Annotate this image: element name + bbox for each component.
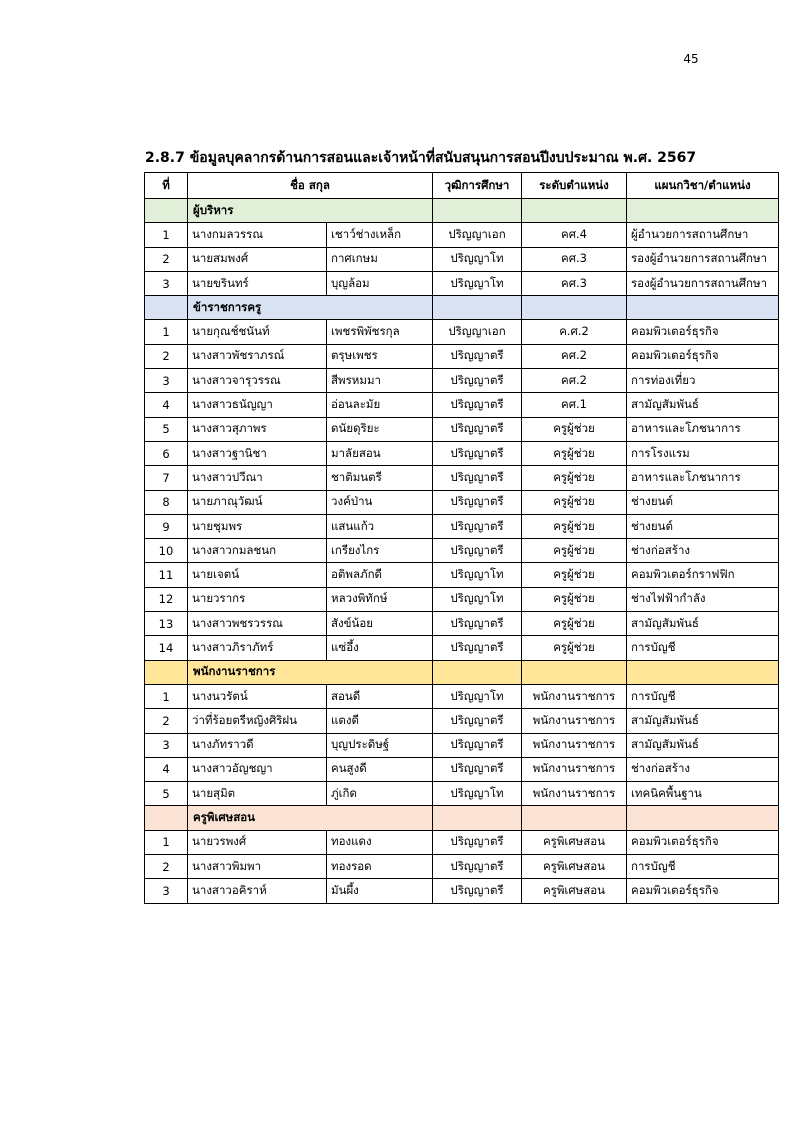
person-surname: ตรุษเพชร — [327, 344, 433, 368]
person-department: อาหารและโภชนาการ — [627, 466, 779, 490]
person-surname: คนสูงดี — [327, 757, 433, 781]
table-row — [145, 344, 779, 368]
section-empty-cell — [522, 660, 627, 684]
person-level: ครูผู้ช่วย — [522, 514, 627, 538]
row-number: 2 — [145, 709, 188, 733]
person-department: การบัญชี — [627, 684, 779, 708]
table-row — [145, 441, 779, 465]
person-name: นางภัทราวดี — [188, 733, 327, 757]
person-department: ช่างยนต์ — [627, 514, 779, 538]
section-empty-cell — [627, 199, 779, 223]
table-row — [145, 393, 779, 417]
person-name: นางสาวพัชราภรณ์ — [188, 344, 327, 368]
person-name: นายสมพงศ์ — [188, 247, 327, 271]
person-degree: ปริญญาตรี — [433, 855, 522, 879]
person-surname: สอนดี — [327, 684, 433, 708]
person-name: นางสาวภิราภัทร์ — [188, 636, 327, 660]
person-degree: ปริญญาตรี — [433, 490, 522, 514]
person-department: ช่างก่อสร้าง — [627, 539, 779, 563]
person-degree: ปริญญาเอก — [433, 320, 522, 344]
person-department: เทคนิคพื้นฐาน — [627, 782, 779, 806]
section-title: พนักงานราชการ — [188, 660, 433, 684]
section-title: ผู้บริหาร — [188, 199, 433, 223]
person-name: นางกมลวรรณ — [188, 223, 327, 247]
section-empty-cell — [627, 660, 779, 684]
section-header-row — [145, 296, 779, 320]
person-level: คศ.4 — [522, 223, 627, 247]
section-header-row — [145, 199, 779, 223]
person-level: ครูผู้ช่วย — [522, 539, 627, 563]
row-number: 5 — [145, 417, 188, 441]
person-level: คศ.2 — [522, 344, 627, 368]
person-surname: ชาติมนตรี — [327, 466, 433, 490]
person-department: สามัญสัมพันธ์ — [627, 393, 779, 417]
person-degree: ปริญญาตรี — [433, 369, 522, 393]
person-department: รองผู้อำนวยการสถานศึกษา — [627, 247, 779, 271]
person-level: คศ.1 — [522, 393, 627, 417]
person-surname: หลวงพิทักษ์ — [327, 587, 433, 611]
table-row — [145, 369, 779, 393]
person-level: ครูพิเศษสอน — [522, 879, 627, 903]
person-surname: ทองรอด — [327, 855, 433, 879]
person-level: คศ.3 — [522, 247, 627, 271]
person-level: ครูผู้ช่วย — [522, 490, 627, 514]
section-empty-cell — [522, 806, 627, 830]
person-level: พนักงานราชการ — [522, 684, 627, 708]
person-level: พนักงานราชการ — [522, 733, 627, 757]
table-row — [145, 563, 779, 587]
person-degree: ปริญญาตรี — [433, 636, 522, 660]
table-row — [145, 612, 779, 636]
header-no: ที่ — [145, 173, 188, 199]
person-name: นางสาวฐานิชา — [188, 441, 327, 465]
person-department: การท่องเที่ยว — [627, 369, 779, 393]
section-empty-cell — [145, 806, 188, 830]
row-number: 13 — [145, 612, 188, 636]
person-department: สามัญสัมพันธ์ — [627, 709, 779, 733]
person-surname: เพชรพิพัชรกุล — [327, 320, 433, 344]
table-row — [145, 855, 779, 879]
person-department: คอมพิวเตอร์ธุรกิจ — [627, 830, 779, 854]
section-title: ข้าราชการครู — [188, 296, 433, 320]
header-department: แผนกวิชา/ตำแหน่ง — [627, 173, 779, 199]
row-number: 8 — [145, 490, 188, 514]
person-department: คอมพิวเตอร์กราฟฟิก — [627, 563, 779, 587]
person-surname: เกรียงไกร — [327, 539, 433, 563]
section-empty-cell — [627, 296, 779, 320]
person-level: ครูผู้ช่วย — [522, 612, 627, 636]
person-name: นางสาวจารุวรรณ — [188, 369, 327, 393]
person-level: ครูพิเศษสอน — [522, 855, 627, 879]
row-number: 2 — [145, 344, 188, 368]
person-name: นายวรพงศ์ — [188, 830, 327, 854]
person-level: พนักงานราชการ — [522, 782, 627, 806]
row-number: 3 — [145, 271, 188, 295]
table-row — [145, 684, 779, 708]
person-degree: ปริญญาตรี — [433, 612, 522, 636]
person-degree: ปริญญาตรี — [433, 709, 522, 733]
person-name: นายวรากร — [188, 587, 327, 611]
section-empty-cell — [433, 660, 522, 684]
person-name: นางนวรัตน์ — [188, 684, 327, 708]
person-degree: ปริญญาโท — [433, 563, 522, 587]
table-header-row — [145, 173, 779, 199]
header-level: ระดับตำแหน่ง — [522, 173, 627, 199]
person-department: คอมพิวเตอร์ธุรกิจ — [627, 320, 779, 344]
person-degree: ปริญญาตรี — [433, 393, 522, 417]
person-name: นางสาวปวีณา — [188, 466, 327, 490]
table-row — [145, 271, 779, 295]
section-header-row — [145, 806, 779, 830]
table-row — [145, 587, 779, 611]
person-department: ช่างไฟฟ้ากำลัง — [627, 587, 779, 611]
person-degree: ปริญญาโท — [433, 247, 522, 271]
person-surname: แตงดี — [327, 709, 433, 733]
person-level: ครูผู้ช่วย — [522, 417, 627, 441]
person-surname: ภู่เกิด — [327, 782, 433, 806]
person-department: การบัญชี — [627, 855, 779, 879]
row-number: 3 — [145, 879, 188, 903]
row-number: 14 — [145, 636, 188, 660]
person-degree: ปริญญาตรี — [433, 514, 522, 538]
table-row — [145, 733, 779, 757]
table-row — [145, 514, 779, 538]
person-surname: ทองแดง — [327, 830, 433, 854]
row-number: 1 — [145, 684, 188, 708]
person-level: ครูผู้ช่วย — [522, 441, 627, 465]
row-number: 3 — [145, 733, 188, 757]
table-row — [145, 223, 779, 247]
person-level: คศ.3 — [522, 271, 627, 295]
person-level: ครูผู้ช่วย — [522, 466, 627, 490]
person-name: ว่าที่ร้อยตรีหญิงศิริฝน — [188, 709, 327, 733]
table-row — [145, 466, 779, 490]
person-surname: สังข์น้อย — [327, 612, 433, 636]
person-name: นางสาวธนัญญา — [188, 393, 327, 417]
person-degree: ปริญญาตรี — [433, 417, 522, 441]
row-number: 9 — [145, 514, 188, 538]
row-number: 6 — [145, 441, 188, 465]
section-header-row — [145, 660, 779, 684]
staff-table — [144, 172, 779, 904]
table-row — [145, 490, 779, 514]
table-row — [145, 539, 779, 563]
table-row — [145, 830, 779, 854]
header-degree: วุฒิการศึกษา — [433, 173, 522, 199]
person-name: นางสาวพิมพา — [188, 855, 327, 879]
row-number: 2 — [145, 247, 188, 271]
person-name: นางสาวอคิราห์ — [188, 879, 327, 903]
person-level: คศ.2 — [522, 369, 627, 393]
person-level: ครูผู้ช่วย — [522, 563, 627, 587]
table-row — [145, 417, 779, 441]
person-department: การบัญชี — [627, 636, 779, 660]
table-row — [145, 247, 779, 271]
person-degree: ปริญญาตรี — [433, 344, 522, 368]
section-empty-cell — [145, 660, 188, 684]
section-empty-cell — [627, 806, 779, 830]
person-department: คอมพิวเตอร์ธุรกิจ — [627, 879, 779, 903]
section-empty-cell — [433, 296, 522, 320]
person-surname: อติพลภักดี — [327, 563, 433, 587]
section-empty-cell — [145, 199, 188, 223]
person-degree: ปริญญาตรี — [433, 539, 522, 563]
page-number: 45 — [683, 52, 699, 66]
person-degree: ปริญญาโท — [433, 782, 522, 806]
row-number: 3 — [145, 369, 188, 393]
person-name: นายภาณุวัฒน์ — [188, 490, 327, 514]
section-title: ครูพิเศษสอน — [188, 806, 433, 830]
person-name: นายสุมิต — [188, 782, 327, 806]
person-surname: แสนแก้ว — [327, 514, 433, 538]
row-number: 7 — [145, 466, 188, 490]
person-degree: ปริญญาตรี — [433, 441, 522, 465]
person-surname: ดนัยดุริยะ — [327, 417, 433, 441]
person-department: ผู้อำนวยการสถานศึกษา — [627, 223, 779, 247]
person-surname: มันผึ้ง — [327, 879, 433, 903]
person-name: นางสาวกมลชนก — [188, 539, 327, 563]
person-level: ครูพิเศษสอน — [522, 830, 627, 854]
person-degree: ปริญญาโท — [433, 684, 522, 708]
person-name: นายขรินทร์ — [188, 271, 327, 295]
person-department: คอมพิวเตอร์ธุรกิจ — [627, 344, 779, 368]
person-surname: อ่อนละมัย — [327, 393, 433, 417]
table-row — [145, 320, 779, 344]
table-body — [145, 199, 779, 904]
person-department: อาหารและโภชนาการ — [627, 417, 779, 441]
person-department: การโรงแรม — [627, 441, 779, 465]
person-degree: ปริญญาโท — [433, 271, 522, 295]
row-number: 1 — [145, 830, 188, 854]
person-degree: ปริญญาเอก — [433, 223, 522, 247]
person-surname: สีพรหมมา — [327, 369, 433, 393]
table-row — [145, 782, 779, 806]
table-row — [145, 757, 779, 781]
row-number: 1 — [145, 223, 188, 247]
person-surname: กาศเกษม — [327, 247, 433, 271]
person-level: ครูผู้ช่วย — [522, 587, 627, 611]
row-number: 2 — [145, 855, 188, 879]
table-row — [145, 709, 779, 733]
person-department: ช่างยนต์ — [627, 490, 779, 514]
header-name: ชื่อ สกุล — [188, 173, 433, 199]
person-level: ครูผู้ช่วย — [522, 636, 627, 660]
row-number: 5 — [145, 782, 188, 806]
person-surname: วงค์ป่าน — [327, 490, 433, 514]
person-department: รองผู้อำนวยการสถานศึกษา — [627, 271, 779, 295]
row-number: 1 — [145, 320, 188, 344]
section-empty-cell — [522, 296, 627, 320]
person-degree: ปริญญาตรี — [433, 879, 522, 903]
person-surname: บุญล้อม — [327, 271, 433, 295]
person-surname: แซ่อึ้ง — [327, 636, 433, 660]
person-level: พนักงานราชการ — [522, 757, 627, 781]
section-empty-cell — [522, 199, 627, 223]
person-level: ค.ศ.2 — [522, 320, 627, 344]
row-number: 4 — [145, 393, 188, 417]
person-department: ช่างก่อสร้าง — [627, 757, 779, 781]
table-title: 2.8.7 ข้อมูลบุคลากรด้านการสอนและเจ้าหน้าที่สนับสนุนการสอนปีงบประมาณ พ.ศ. 2567 — [145, 150, 697, 166]
person-degree: ปริญญาโท — [433, 587, 522, 611]
person-surname: เชาว์ช่างเหล็ก — [327, 223, 433, 247]
person-department: สามัญสัมพันธ์ — [627, 612, 779, 636]
person-degree: ปริญญาตรี — [433, 757, 522, 781]
person-name: นางสาวอัญชญา — [188, 757, 327, 781]
section-empty-cell — [433, 806, 522, 830]
person-department: สามัญสัมพันธ์ — [627, 733, 779, 757]
row-number: 10 — [145, 539, 188, 563]
table-row — [145, 636, 779, 660]
person-name: นางสาวสุภาพร — [188, 417, 327, 441]
person-name: นายกุณช์ชนันท์ — [188, 320, 327, 344]
row-number: 12 — [145, 587, 188, 611]
person-name: นางสาวพชรวรรณ — [188, 612, 327, 636]
row-number: 11 — [145, 563, 188, 587]
person-surname: บุญประดิษฐ์ — [327, 733, 433, 757]
section-empty-cell — [145, 296, 188, 320]
person-surname: มาลัยสอน — [327, 441, 433, 465]
person-degree: ปริญญาตรี — [433, 466, 522, 490]
person-name: นายเจตน์ — [188, 563, 327, 587]
person-level: พนักงานราชการ — [522, 709, 627, 733]
person-degree: ปริญญาตรี — [433, 830, 522, 854]
table-row — [145, 879, 779, 903]
person-name: นายชุมพร — [188, 514, 327, 538]
section-empty-cell — [433, 199, 522, 223]
row-number: 4 — [145, 757, 188, 781]
person-degree: ปริญญาตรี — [433, 733, 522, 757]
